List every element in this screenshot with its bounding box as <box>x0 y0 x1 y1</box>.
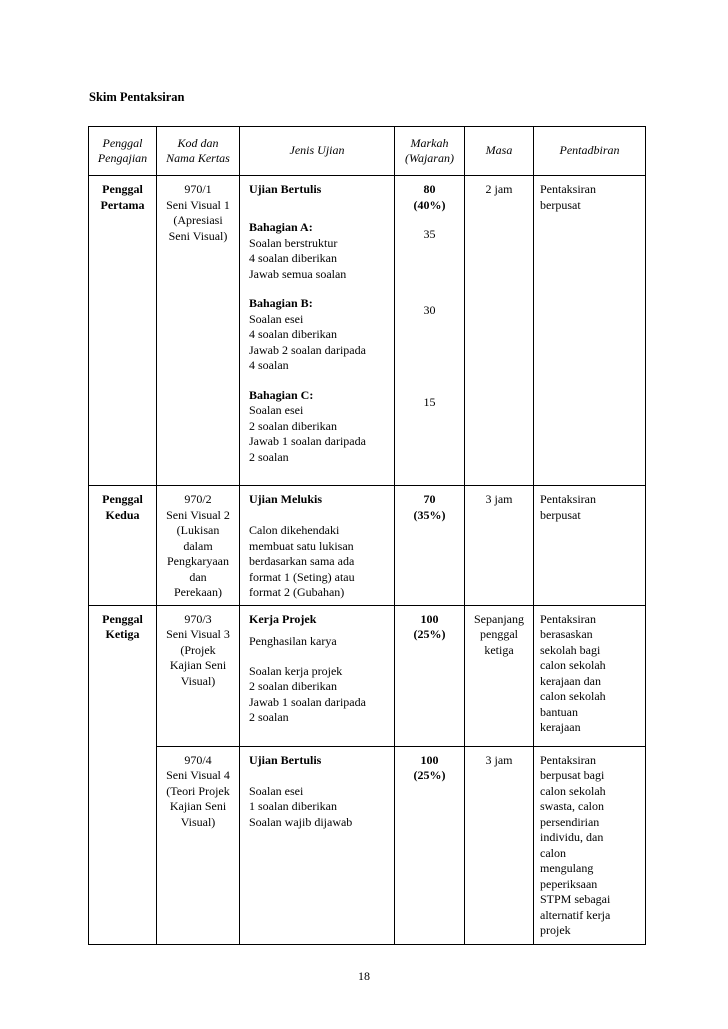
markah-cell: 100 (25%) <box>395 746 465 944</box>
markah-cell: 80 (40%) 35 30 15 <box>395 176 465 486</box>
header-penggal: Penggal Pengajian <box>89 127 157 176</box>
table-row <box>89 176 646 486</box>
section-heading: Skim Pentaksiran <box>89 90 185 104</box>
page-number: 18 <box>358 969 370 983</box>
masa-cell: 3 jam <box>465 746 534 944</box>
kod-cell: 970/1 Seni Visual 1 (Apresiasi Seni Visual) <box>157 176 240 486</box>
masa-cell: 3 jam <box>465 486 534 606</box>
section-title: Bahagian C: <box>249 387 314 402</box>
masa-cell: Sepanjang penggal ketiga <box>465 605 534 746</box>
table-row <box>89 486 646 606</box>
pentadbiran-cell: Pentaksiran berpusat <box>534 176 646 486</box>
section-title: Bahagian B: <box>249 296 313 310</box>
header-markah: Markah (Wajaran) <box>395 127 465 176</box>
assessment-scheme-table <box>88 126 646 945</box>
pentadbiran-cell: Pentaksiran berpusat <box>534 486 646 606</box>
section-title: Bahagian A: <box>249 220 313 234</box>
header-kod: Kod dan Nama Kertas <box>157 127 240 176</box>
jenis-title: Kerja Projek <box>249 611 317 626</box>
header-pentadbiran: Pentadbiran <box>534 127 646 176</box>
pentadbiran-cell: Pentaksiran berpusat bagi calon sekolah swasta, calon persendirian individu, dan calon mengulang peperiksaan STPM sebagai alternatif kerja projek <box>534 746 646 944</box>
section-markah: 30 <box>423 303 436 317</box>
kod-cell: 970/2 Seni Visual 2 (Lukisan dalam Pengkaryaan dan Perekaan) <box>157 486 240 606</box>
pentadbiran-cell: Pentaksiran berasaskan sekolah bagi calon sekolah kerajaan dan calon sekolah bantuan kerajaan <box>534 605 646 746</box>
jenis-title: Ujian Bertulis <box>249 182 322 196</box>
header-jenis: Jenis Ujian <box>240 127 395 176</box>
jenis-cell: Ujian Bertulis Bahagian A: Soalan berstruktur 4 soalan diberikan Jawab semua soalan Bahagian B: Soalan esei 4 soalan diberikan Jawab 2 soalan daripada 4 soalan Bahagian C: Soalan esei 2 soalan diberikan Jawab 1 soalan daripada 2 soalan <box>240 176 395 486</box>
penggal-cell: Penggal Kedua <box>89 486 157 606</box>
penggal-cell: Penggal Ketiga <box>89 605 157 944</box>
section-markah: 35 <box>423 227 436 241</box>
header-masa: Masa <box>465 127 534 176</box>
table-header-row <box>89 127 646 176</box>
section-markah: 15 <box>423 394 436 409</box>
jenis-cell: Ujian Bertulis Soalan esei 1 soalan diberikan Soalan wajib dijawab <box>240 746 395 944</box>
penggal-cell: Penggal Pertama <box>89 176 157 486</box>
jenis-title: Ujian Bertulis <box>249 752 322 767</box>
kod-cell: 970/3 Seni Visual 3 (Projek Kajian Seni Visual) <box>157 605 240 746</box>
kod-cell: 970/4 Seni Visual 4 (Teori Projek Kajian Seni Visual) <box>157 746 240 944</box>
table-row <box>89 746 646 944</box>
jenis-cell: Kerja Projek Penghasilan karya Soalan kerja projek 2 soalan diberikan Jawab 1 soalan daripada 2 soalan <box>240 605 395 746</box>
masa-cell: 2 jam <box>465 176 534 486</box>
markah-cell: 70 (35%) <box>395 486 465 606</box>
jenis-cell: Ujian Melukis Calon dikehendaki membuat satu lukisan berdasarkan sama ada format 1 (Seting) atau format 2 (Gubahan) <box>240 486 395 606</box>
jenis-title: Ujian Melukis <box>249 492 323 506</box>
table-row <box>89 605 646 746</box>
markah-cell: 100 (25%) <box>395 605 465 746</box>
